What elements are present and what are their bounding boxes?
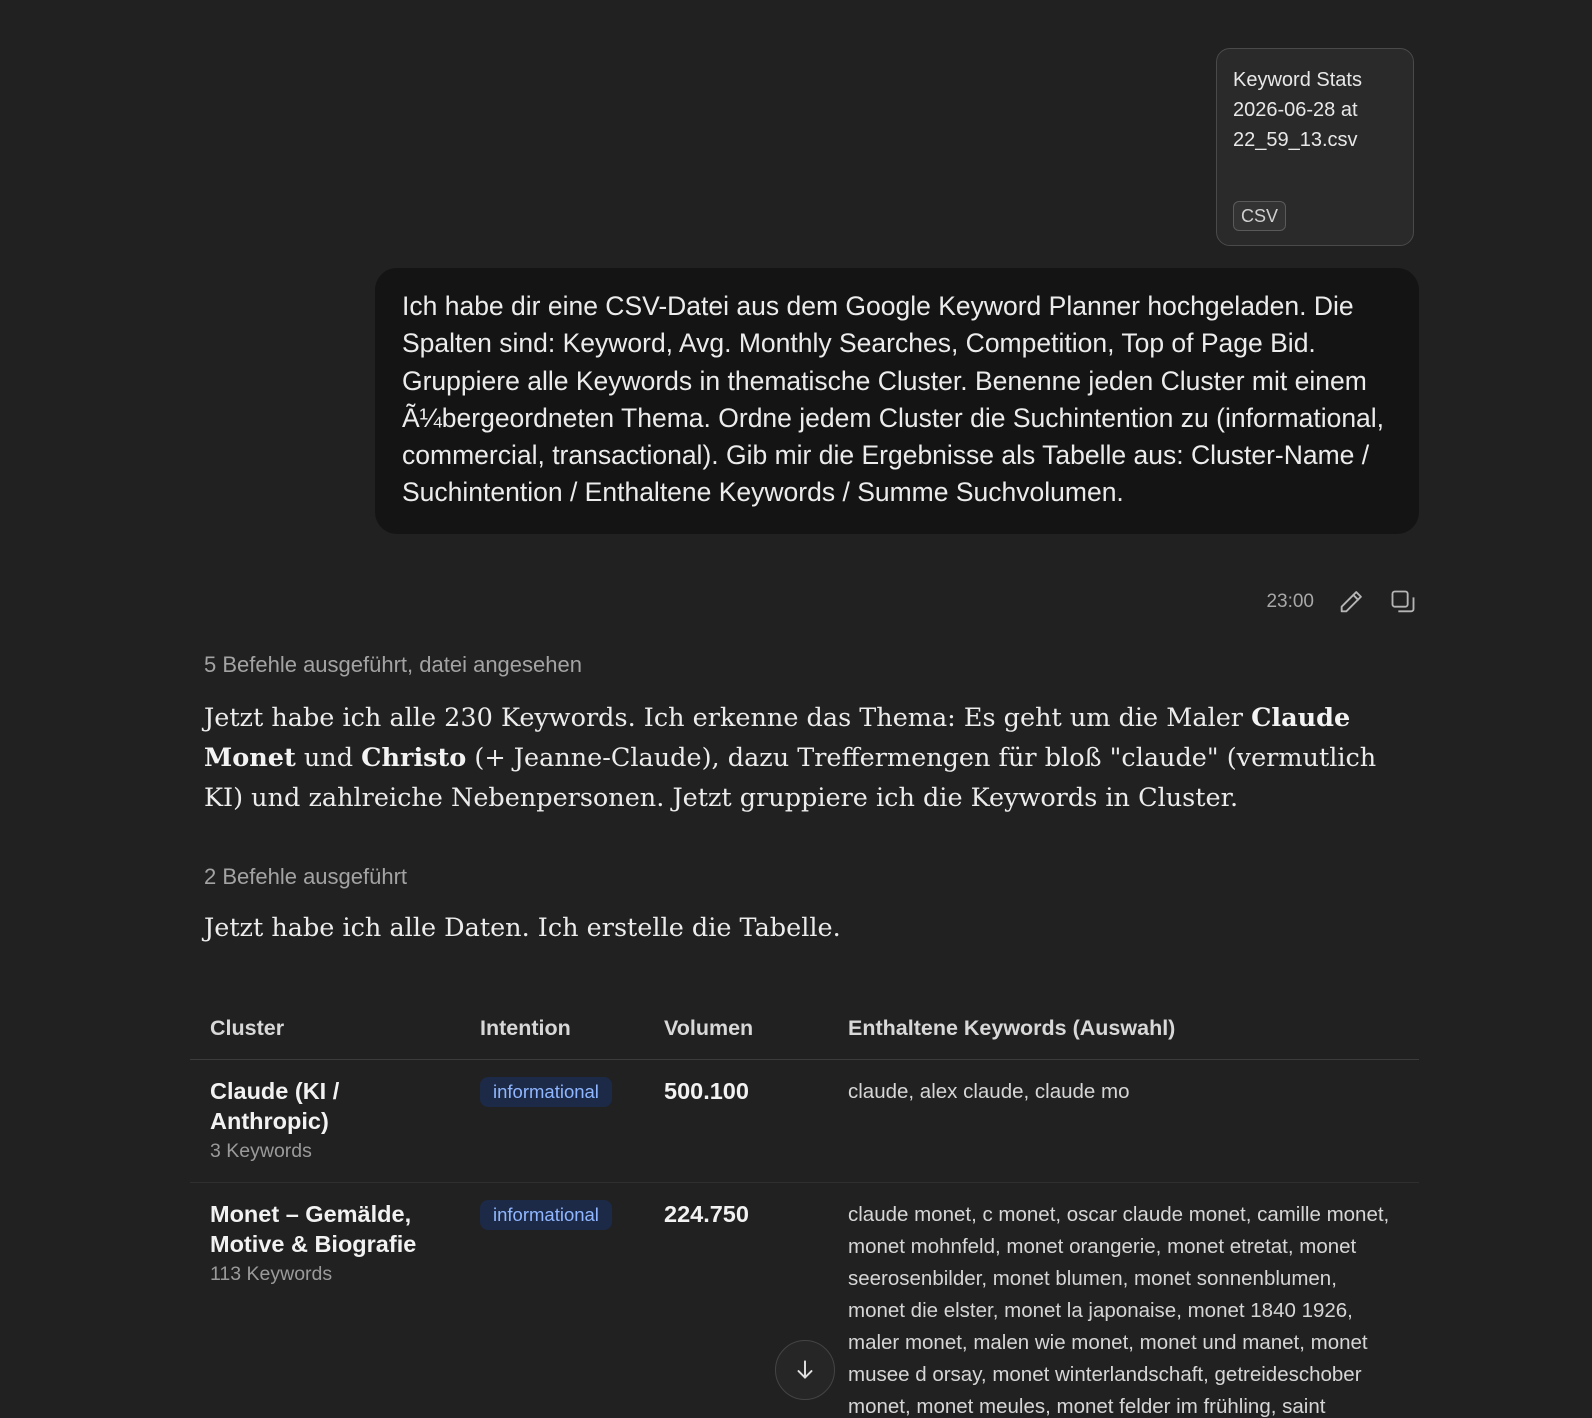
cluster-name: Claude (KI / Anthropic) [210,1078,340,1134]
attachment-file-name: Keyword Stats 2026-06-28 at 22_59_13.csv [1233,69,1362,151]
csv-attachment-card[interactable] [1216,48,1414,246]
scroll-to-bottom-button[interactable] [775,1340,835,1400]
cluster-name: Monet – Gemälde, Motive & Biografie [210,1201,417,1257]
message-actions [1180,584,1418,620]
volume-cell [644,1060,828,1183]
intent-badge: informational [480,1200,612,1230]
attachment-type-badge: CSV [1233,201,1286,231]
copy-message-button[interactable] [1388,587,1418,617]
cluster-keyword-count: 3 Keywords [210,1140,312,1162]
header-cluster: Cluster [190,1000,460,1060]
keywords-cell [828,1183,1419,1418]
keywords-list: claude monet, c monet, oscar claude monet, camille monet, monet mohnfeld, monet orangerie, monet etretat, monet seerosenbilder, monet blumen, monet sonnenblumen, monet die elster, monet la japonaise, monet 1840 1926, maler monet, malen wie monet, monet und manet, monet musee d orsay, monet winterlandschaft, getreideschober monet, monet meules, monet felder im frühling, saint [848,1203,1390,1418]
volume-value: 224.750 [664,1201,749,1227]
assistant-response [204,650,1419,948]
text-segment: (+ Jeanne-Claude), dazu Treffermengen für bloß "claude" (vermutlich KI) und zahlreiche Nebenpersonen. Jetzt gruppiere ich die Keywords in Cluster. [204,743,1377,813]
text-segment: Jetzt habe ich alle 230 Keywords. Ich erkenne das Thema: Es geht um die Maler [204,703,1252,733]
assistant-paragraph-2: Jetzt habe ich alle Daten. Ich erstelle die Tabelle. [204,913,841,943]
pencil-icon [1337,588,1365,616]
user-message-text: Ich habe dir eine CSV-Datei aus dem Google Keyword Planner hochgeladen. Die Spalten sind: Keyword, Avg. Monthly Searches, Competition, Top of Page Bid. Gruppiere alle Keywords in thematische Cluster. Benenne jeden Cluster mit einem Ã¼bergeordneten Thema. Ordne jedem Cluster die Suchintention zu (informational, commercial, transactional). Gib mir die Ergebnisse als Tabelle aus: Cluster-Name / Suchintention / Enthaltene Keywords / Summe Suchvolumen. [402,291,1385,508]
arrow-down-icon [792,1357,818,1383]
intent-cell [460,1060,644,1183]
cluster-cell [190,1060,460,1183]
copy-icon [1389,588,1417,616]
text-segment: und [295,743,362,773]
header-keywords: Enthaltene Keywords (Auswahl) [828,1000,1419,1060]
volume-value: 500.100 [664,1078,749,1104]
bold-segment: Claude Monet [204,703,1351,773]
keywords-list: claude, alex claude, claude mo [848,1080,1130,1103]
assistant-paragraph-1 [204,698,1419,818]
message-timestamp: 23:00 [1266,591,1314,612]
tool-steps-summary-1[interactable]: 5 Befehle ausgeführt, datei angesehen [204,652,582,677]
table-header-row [190,1000,1419,1060]
header-volume: Volumen [644,1000,828,1060]
intent-cell [460,1183,644,1418]
keywords-cell [828,1060,1419,1183]
tool-steps-summary-2[interactable]: 2 Befehle ausgeführt [204,864,408,889]
table-row [190,1060,1419,1183]
header-intention: Intention [460,1000,644,1060]
edit-message-button[interactable] [1336,587,1366,617]
user-message-bubble [375,268,1419,534]
bold-segment: Christo [361,743,467,773]
intent-badge: informational [480,1077,612,1107]
cluster-cell [190,1183,460,1418]
cluster-keyword-count: 113 Keywords [210,1263,333,1285]
